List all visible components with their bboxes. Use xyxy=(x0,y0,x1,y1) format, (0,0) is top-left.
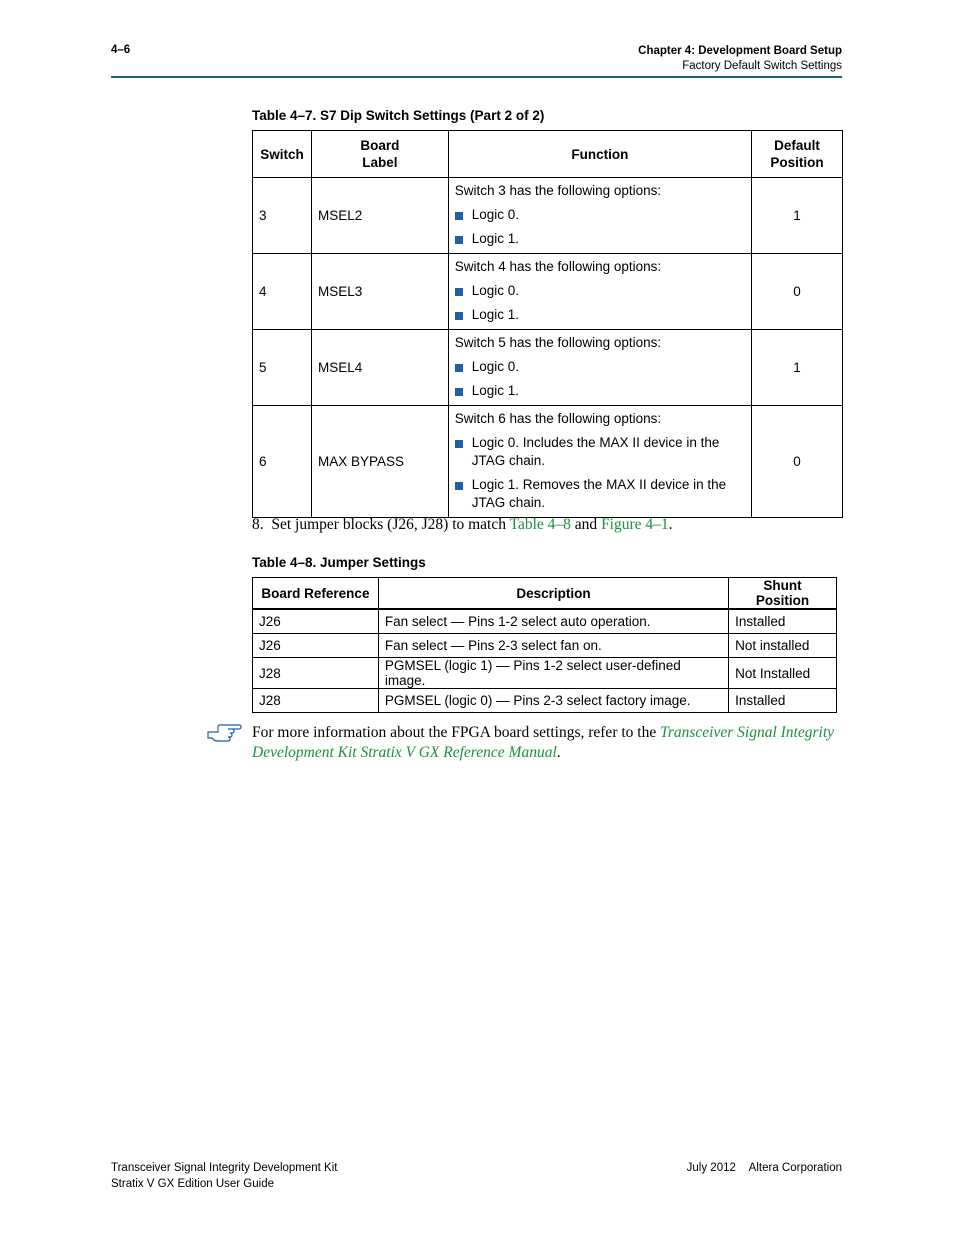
header-rule xyxy=(111,76,842,78)
footer-date: July 2012 xyxy=(686,1162,736,1174)
header-board-reference: Board Reference xyxy=(253,578,379,610)
cell-ref: J28 xyxy=(253,658,379,689)
cell-ref: J26 xyxy=(253,634,379,658)
header-shunt-position: Shunt Position xyxy=(729,578,837,610)
bullet-square-icon xyxy=(455,364,463,372)
header-switch: Switch xyxy=(253,131,312,178)
bullet-square-icon xyxy=(455,236,463,244)
bullet-square-icon xyxy=(455,312,463,320)
header-board-label xyxy=(311,131,448,178)
cell-default: 0 xyxy=(752,406,843,518)
step-text: Set jumper blocks (J26, J28) to match xyxy=(271,516,510,533)
jumper-settings-table xyxy=(252,577,837,713)
bullet-square-icon xyxy=(455,440,463,448)
option-list xyxy=(455,434,745,512)
cell-ref: J28 xyxy=(253,689,379,713)
cell-label: MSEL3 xyxy=(311,254,448,330)
table-row xyxy=(253,634,837,658)
table-row xyxy=(253,178,843,254)
cell-switch: 4 xyxy=(253,254,312,330)
option-text: Logic 1. xyxy=(471,383,520,398)
footer-doc-title: Transceiver Signal Integrity Development Kit xyxy=(111,1162,338,1174)
table-row xyxy=(253,330,843,406)
cell-description: PGMSEL (logic 1) — Pins 1-2 select user-defined image. xyxy=(378,658,728,689)
option-item xyxy=(455,206,745,224)
cell-function xyxy=(448,254,751,330)
footer-left xyxy=(111,1160,337,1192)
option-text: Logic 1. xyxy=(471,307,520,322)
cell-shunt: Not installed xyxy=(729,634,837,658)
cell-description: Fan select — Pins 1-2 select auto operation. xyxy=(378,609,728,634)
step-8 xyxy=(252,516,673,534)
option-text: Logic 0. xyxy=(471,283,520,298)
function-intro: Switch 3 has the following options: xyxy=(454,183,662,198)
option-item xyxy=(455,476,745,512)
bullet-square-icon xyxy=(455,388,463,396)
cell-function xyxy=(448,330,751,406)
option-item xyxy=(455,434,745,470)
cell-switch: 6 xyxy=(253,406,312,518)
footer-right xyxy=(687,1160,842,1176)
step-text-end: . xyxy=(668,516,673,533)
dip-switch-table xyxy=(252,130,843,518)
header-default-position xyxy=(752,131,843,178)
cell-label: MAX BYPASS xyxy=(311,406,448,518)
table-header-row xyxy=(253,131,843,178)
cell-label: MSEL2 xyxy=(311,178,448,254)
step-text-mid: and xyxy=(570,516,602,533)
option-text: Logic 1. Removes the MAX II device in the JTAG chain. xyxy=(471,477,727,510)
chapter-title: Chapter 4: Development Board Setup xyxy=(638,45,842,57)
table-row xyxy=(253,254,843,330)
header-board-label-line2: Label xyxy=(362,155,398,170)
cell-function xyxy=(448,178,751,254)
note-text xyxy=(252,723,842,763)
option-item xyxy=(455,282,745,300)
table-4-7-caption: Table 4–7. S7 Dip Switch Settings (Part 2 of 2) xyxy=(252,108,545,123)
cell-function xyxy=(448,406,751,518)
cell-shunt: Not Installed xyxy=(729,658,837,689)
header-default-line2: Position xyxy=(770,155,824,170)
cell-description: PGMSEL (logic 0) — Pins 2-3 select factory image. xyxy=(378,689,728,713)
bullet-square-icon xyxy=(455,212,463,220)
cell-default: 1 xyxy=(752,330,843,406)
option-item xyxy=(455,230,745,248)
running-header xyxy=(638,44,842,74)
cell-switch: 5 xyxy=(253,330,312,406)
bullet-square-icon xyxy=(455,288,463,296)
cell-ref: J26 xyxy=(253,609,379,634)
cell-default: 1 xyxy=(752,178,843,254)
table-header-row xyxy=(253,578,837,610)
option-item xyxy=(455,306,745,324)
header-board-label-line1: Board xyxy=(360,138,400,153)
option-list xyxy=(455,358,745,400)
header-default-line1: Default xyxy=(774,138,820,153)
pointing-hand-icon xyxy=(206,724,242,744)
cell-shunt: Installed xyxy=(729,689,837,713)
link-table-4-8[interactable]: Table 4–8 xyxy=(509,516,571,533)
table-row xyxy=(253,609,837,634)
table-row xyxy=(253,658,837,689)
table-row xyxy=(253,689,837,713)
option-text: Logic 0. xyxy=(471,207,520,222)
table-4-8-caption: Table 4–8. Jumper Settings xyxy=(252,555,426,570)
table-row xyxy=(253,406,843,518)
link-figure-4-1[interactable]: Figure 4–1 xyxy=(601,516,669,533)
note-end: . xyxy=(556,744,561,761)
header-function: Function xyxy=(448,131,751,178)
option-item xyxy=(455,358,745,376)
function-intro: Switch 4 has the following options: xyxy=(454,259,662,274)
option-text: Logic 1. xyxy=(471,231,520,246)
footer-company: Altera Corporation xyxy=(748,1162,842,1174)
function-intro: Switch 5 has the following options: xyxy=(454,335,662,350)
cell-default: 0 xyxy=(752,254,843,330)
header-description: Description xyxy=(378,578,728,610)
option-text: Logic 0. xyxy=(471,359,520,374)
link-reference-manual[interactable]: Transceiver Signal Integrity Development Kit Stratix V GX Reference Manual xyxy=(252,724,835,761)
cell-switch: 3 xyxy=(253,178,312,254)
step-number: 8. xyxy=(252,516,264,533)
bullet-square-icon xyxy=(455,482,463,490)
cell-label: MSEL4 xyxy=(311,330,448,406)
section-title: Factory Default Switch Settings xyxy=(682,60,842,72)
option-item xyxy=(455,382,745,400)
function-intro: Switch 6 has the following options: xyxy=(454,411,662,426)
option-list xyxy=(455,282,745,324)
option-list xyxy=(455,206,745,248)
option-text: Logic 0. Includes the MAX II device in the JTAG chain. xyxy=(471,435,720,468)
cell-shunt: Installed xyxy=(729,609,837,634)
cell-description: Fan select — Pins 2-3 select fan on. xyxy=(378,634,728,658)
page-number: 4–6 xyxy=(111,44,131,56)
note-body: For more information about the FPGA board settings, refer to the xyxy=(252,724,661,741)
footer-doc-subtitle: Stratix V GX Edition User Guide xyxy=(111,1178,274,1190)
